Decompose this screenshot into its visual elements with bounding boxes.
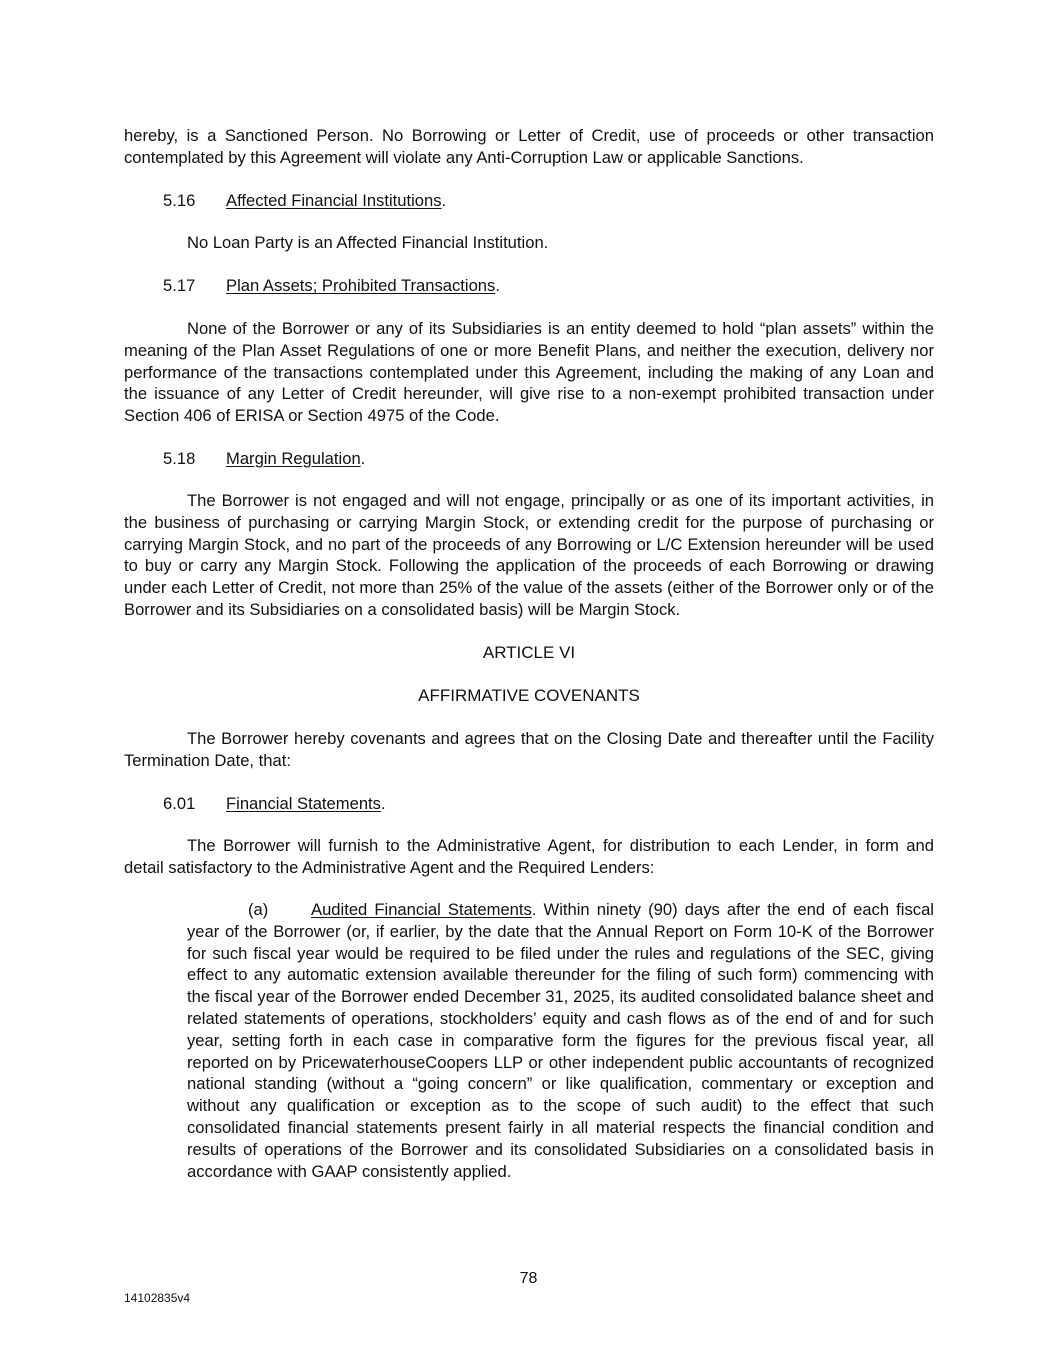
document-id: 14102835v4 [124,1291,191,1305]
section-5-17-body: None of the Borrower or any of its Subsidiaries is an entity deemed to hold “plan assets” within the meaning of the Plan Asset Regulations of one or more Benefit Plans, and neither the execution, delivery nor performance of the transactions contemplated under this Agreement, including the making of any Loan and the issuance of any Letter of Credit hereunder, will give rise to a non-exempt prohibited transaction under Section 406 of ERISA or Section 4975 of the Code. [124,319,934,426]
section-5-16-heading: 5.16 Affected Financial Institutions. [163,191,447,210]
section-number: 5.18 [163,449,196,468]
section-number: 6.01 [163,794,196,813]
article-title: AFFIRMATIVE COVENANTS [418,686,640,705]
section-number: 5.17 [163,276,196,295]
section-number: 5.16 [163,191,196,210]
section-title: Affected Financial Institutions [226,191,442,210]
section-5-17-heading: 5.17 Plan Assets; Prohibited Transactions. [163,276,500,295]
intro-paragraph [124,125,934,169]
clause-label: (a) [248,900,269,919]
page-number: 78 [519,1270,538,1287]
article-heading: ARTICLE VI [482,643,576,662]
section-5-18-heading: 5.18 Margin Regulation. [163,449,366,468]
clause-a: (a) Audited Financial Statements. Within ninety (90) days after the end of each fiscal year of the Borrower (or, if earlier, by the date that the Annual Report on Form 10-K of the Borrower for such fiscal year would be required to be filed under the rules and regulations of the SEC, giving effect to any automatic extension available thereunder for the filing of such form) commencing with the fiscal year of the Borrower ended December 31, 2025, its audited consolidated balance sheet and related statements of operations, stockholders’ equity and cash flows as of the end of and for such year, setting forth in each case in comparative form the figures for the previous fiscal year, all reported on by PricewaterhouseCoopers LLP or other independent public accountants of recognized national standing (without a “going concern” or like qualification, commentary or exception and without any qualification or exception as to the scope of such audit) to the effect that such consolidated financial statements present fairly in all material respects the financial condition and results of operations of the Borrower and its consolidated Subsidiaries on a consolidated basis in accordance with GAAP consistently applied. [187,900,934,1181]
clause-body: Within ninety (90) days after the end of each fiscal year of the Borrower (or, if earlier, by the date that the Annual Report on Form 10-K of the Borrower for such fiscal year would be required to be filed under the rules and regulations of the SEC, giving effect to any automatic extension available thereunder for the filing of such form) commencing with the fiscal year of the Borrower ended December 31, 2025, its audited consolidated balance sheet and related statements of operations, stockholders’ equity and cash flows as of the end of and for such year, setting forth in each case in comparative form the figures for the previous fiscal year, all reported on by PricewaterhouseCoopers LLP or other independent public accountants of recognized national standing (without a “going concern” or like qualification, commentary or exception and without any qualification or exception as to the scope of such audit) to the effect that such consolidated financial statements present fairly in all material respects the financial condition and results of operations of the Borrower and its consolidated Subsidiaries on a consolidated basis in accordance with GAAP consistently applied. [187,900,934,1181]
section-5-18-body: The Borrower is not engaged and will not engage, principally or as one of its important activities, in the business of purchasing or carrying Margin Stock, or extending credit for the purpose of purchasing or carrying Margin Stock, and no part of the proceeds of any Borrowing or L/C Extension hereunder will be used to buy or carry any Margin Stock. Following the application of the proceeds of each Borrowing or drawing under each Letter of Credit, not more than 25% of the value of the assets (either of the Borrower only or of the Borrower and its Subsidiaries on a consolidated basis) will be Margin Stock. [124,491,934,619]
intro-line-2: contemplated by this Agreement will violate any Anti-Corruption Law or applicable Sanctions. [124,147,804,167]
section-6-01-body: The Borrower will furnish to the Administrative Agent, for distribution to each Lender, in form and detail satisfactory to the Administrative Agent and the Required Lenders: [124,836,934,877]
intro-line-1: hereby, is a Sanctioned Person. No Borrowing or Letter of Credit, use of proceeds or other transaction [124,126,934,145]
section-title: Financial Statements [226,794,381,813]
section-title: Margin Regulation [226,449,361,468]
section-5-16-body: No Loan Party is an Affected Financial Institution. [187,233,549,252]
section-6-01-heading: 6.01 Financial Statements. [163,794,386,813]
section-title: Plan Assets; Prohibited Transactions [226,276,496,295]
clause-title: Audited Financial Statements [311,900,532,919]
article-intro: The Borrower hereby covenants and agrees that on the Closing Date and thereafter until the Facility Termination Date, that: [124,729,934,770]
